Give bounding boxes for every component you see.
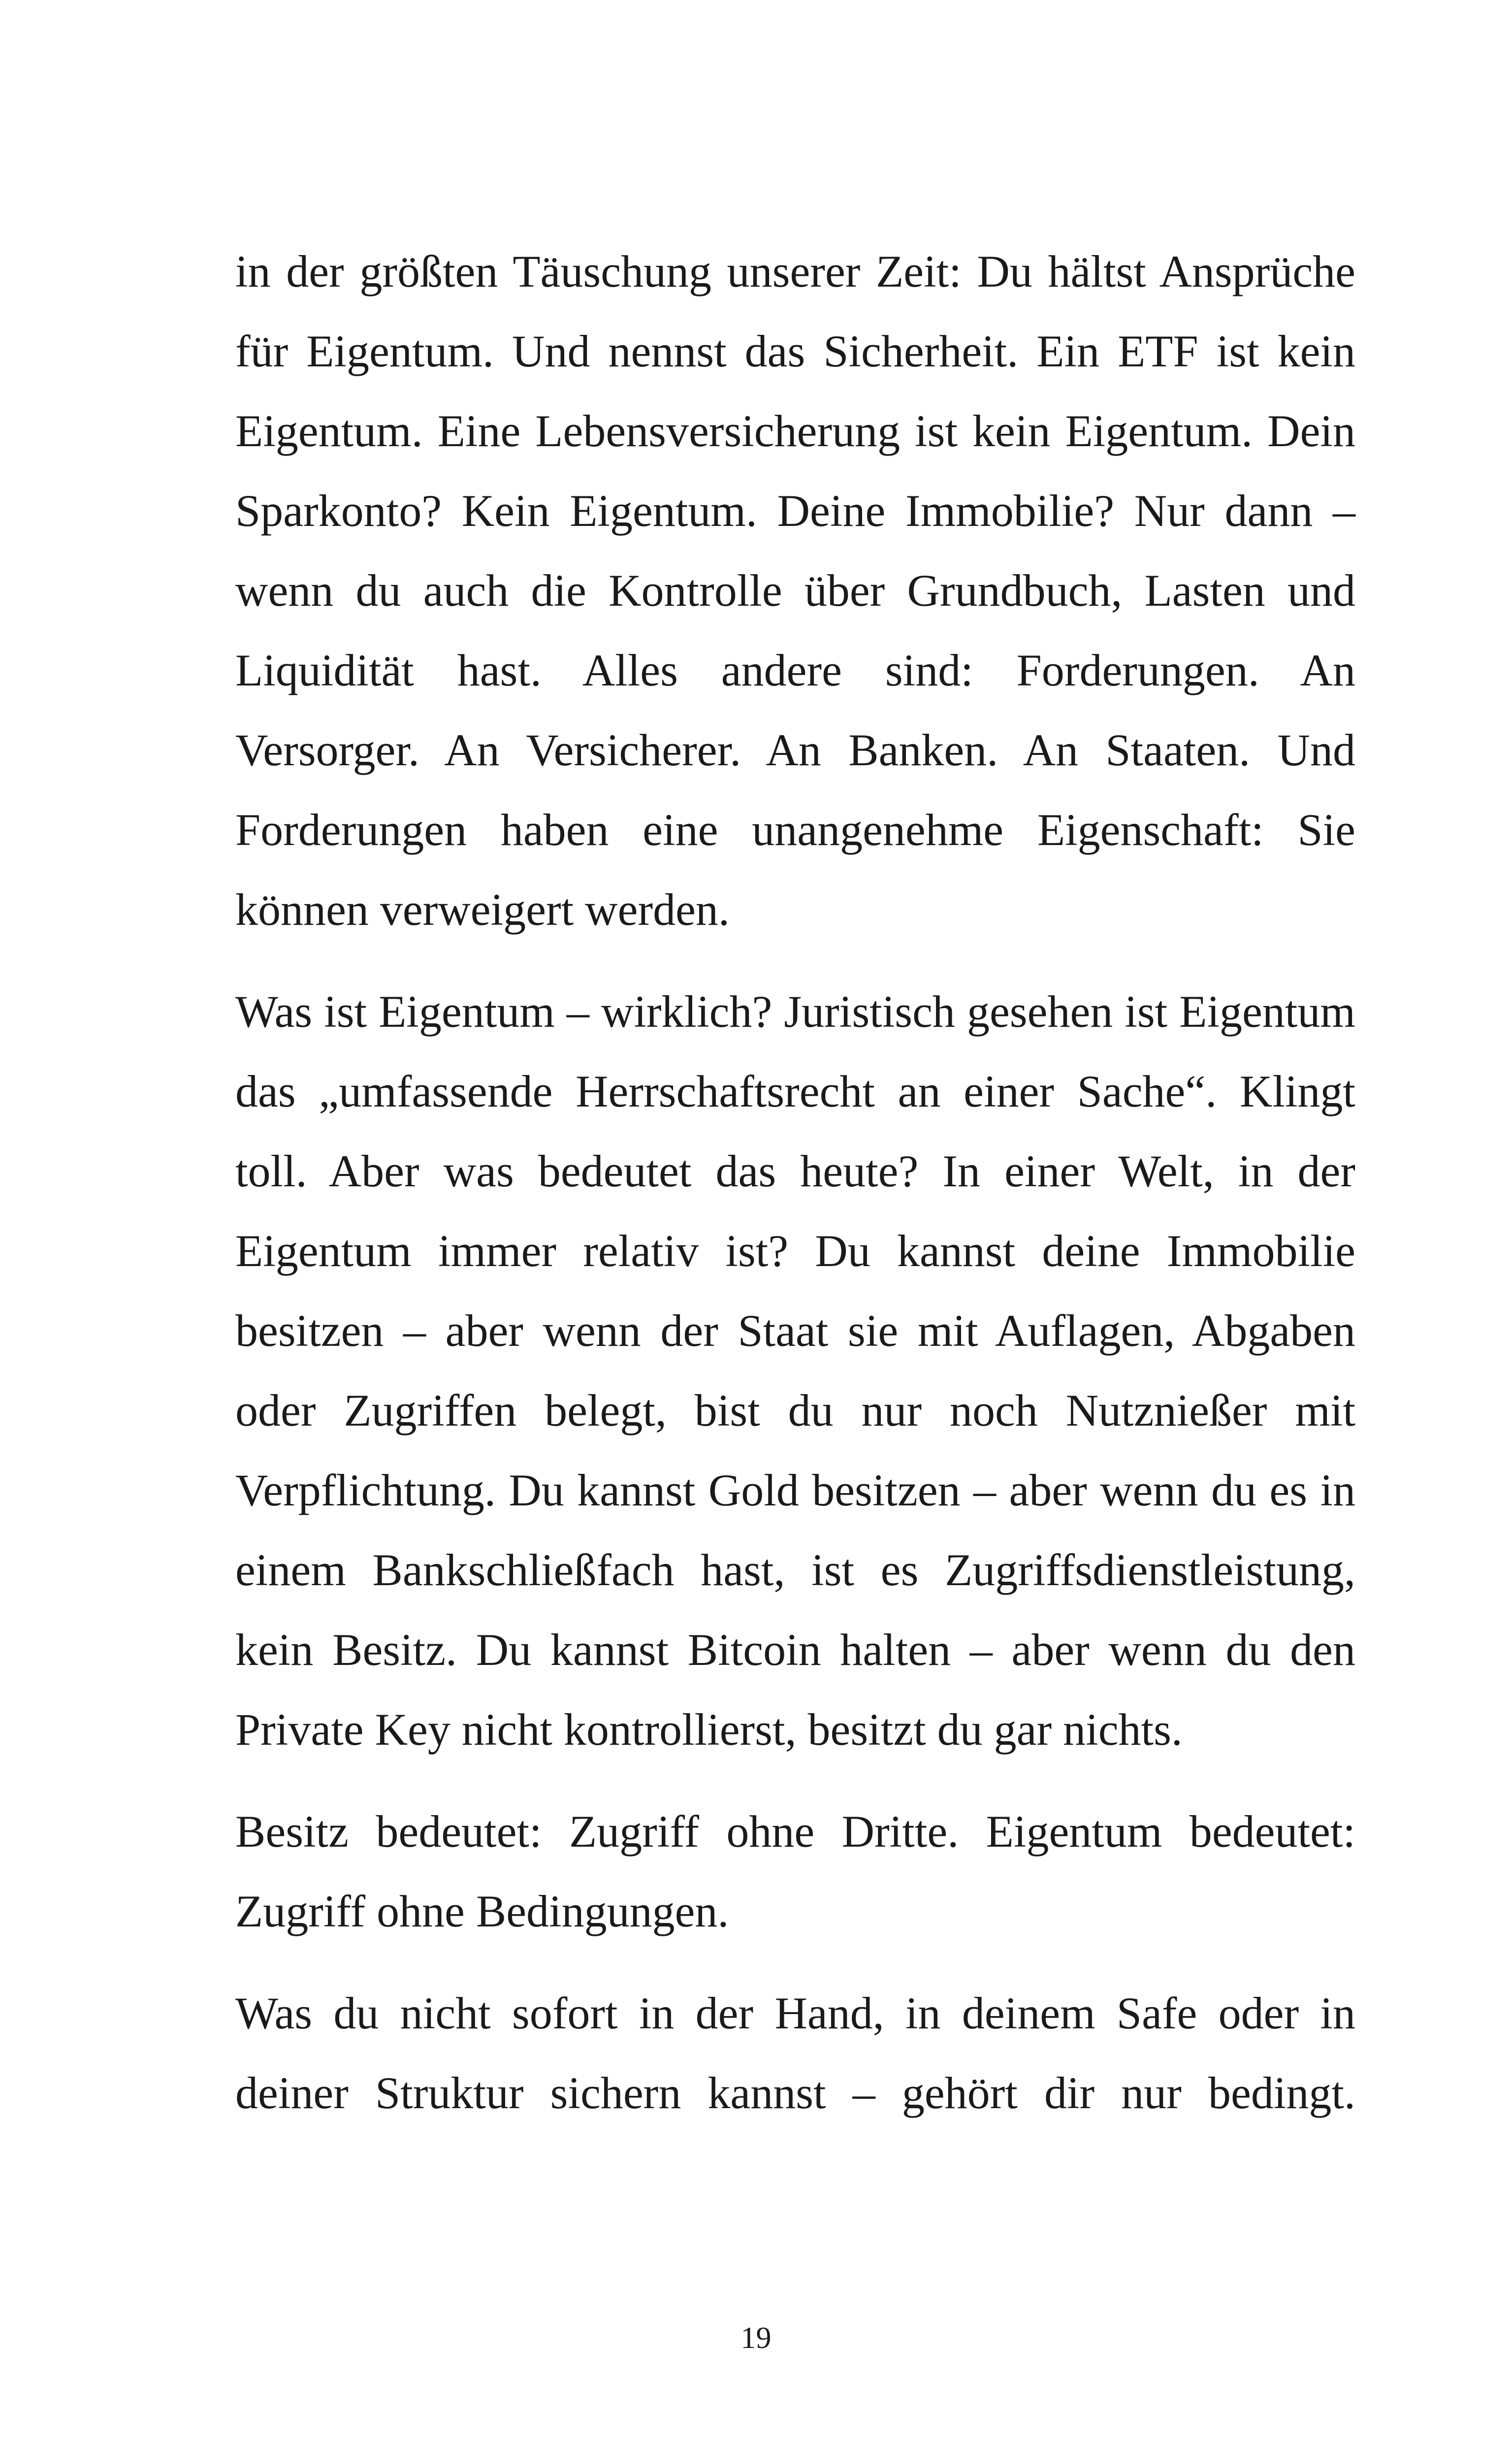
paragraph-2: Was ist Eigentum – wirklich? Juristisch gesehen ist Eigentum das „umfassende Herrschaftsrecht an einer Sache“. Klingt toll. Aber was bedeutet das heute? In einer Welt, in der Eigentum immer relativ ist? Du kannst deine Immobilie besitzen – aber wenn der Staat sie mit Auflagen, Abgaben oder Zugriffen belegt, bist du nur noch Nutznießer mit Verpflichtung. Du kannst Gold besitzen – aber wenn du es in einem Bankschließfach hast, ist es Zugriffsdienstleistung, kein Besitz. Du kannst Bitcoin halten – aber wenn du den Private Key nicht kontrollierst, besitzt du gar nichts. [235, 986, 1355, 1755]
page-number: 19 [740, 2321, 772, 2355]
paragraph-4: Was du nicht sofort in der Hand, in deinem Safe oder in deiner Struktur sichern kannst – gehört dir nur bedingt. [235, 1988, 1355, 2118]
paragraph-3: Besitz bedeutet: Zugriff ohne Dritte. Eigentum bedeutet: Zugriff ohne Bedingungen. [235, 1806, 1355, 1936]
paragraph-1: in der größten Täuschung unserer Zeit: Du hältst Ansprüche für Eigentum. Und nennst das Sicherheit. Ein ETF ist kein Eigentum. Eine Lebensversicherung ist kein Eigentum. Dein Sparkonto? Kein Eigentum. Deine Immobilie? Nur dann – wenn du auch die Kontrolle über Grundbuch, Lasten und Liquidität hast. Alles andere sind: Forderungen. An Versorger. An Versicherer. An Banken. An Staaten. Und Forderungen haben eine unangenehme Eigenschaft: Sie können verweigert werden. [235, 246, 1355, 935]
body-text [235, 231, 1355, 2133]
